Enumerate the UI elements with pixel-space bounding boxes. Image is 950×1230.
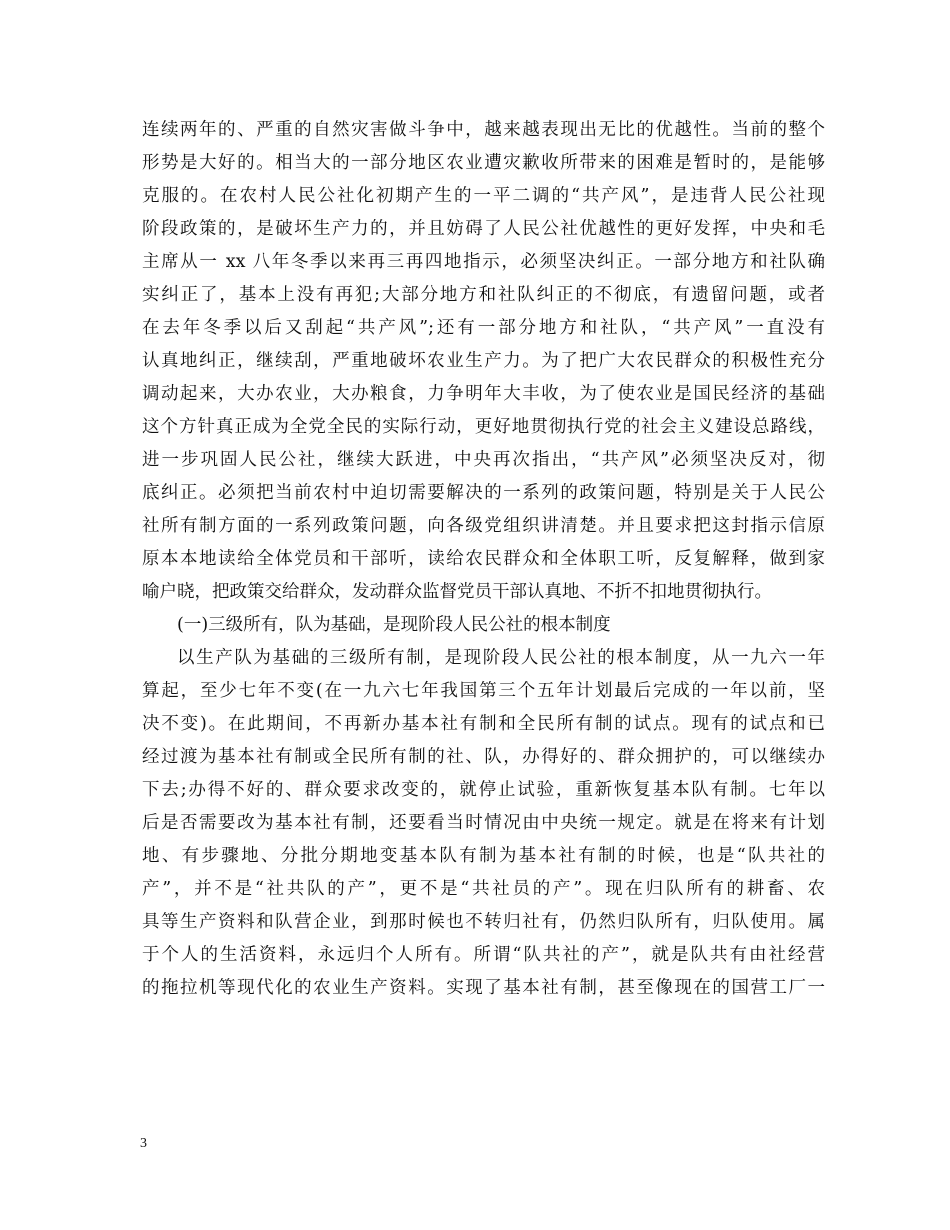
text-line: 算起，至少七年不变(在一九六七年我国第三个五年计划最后完成的一年以前，坚 xyxy=(142,681,825,701)
text-line: 决不变)。在此期间，不再新办基本社有制和全民所有制的试点。现有的试点和已 xyxy=(142,714,825,734)
text-line: 后是否需要改为基本社有制，还要看当时情况由中央统一规定。就是在将来有计划 xyxy=(142,813,825,833)
text-line: 产”，并不是“社共队的产”，更不是“共社员的产”。现在归队所有的耕畜、农 xyxy=(142,879,825,899)
text-line: 调动起来，大办农业，大办粮食，力争明年大丰收，为了使农业是国民经济的基础 xyxy=(142,384,825,404)
document-body xyxy=(142,114,825,1005)
text-line: 连续两年的、严重的自然灾害做斗争中，越来越表现出无比的优越性。当前的整个 xyxy=(142,120,825,140)
text-line: 具等生产资料和队营企业，到那时候也不转归社有，仍然归队所有，归队使用。属 xyxy=(142,912,825,932)
text-line: 经过渡为基本社有制或全民所有制的社、队，办得好的、群众拥护的，可以继续办 xyxy=(142,747,825,767)
text-line: 地、有步骤地、分批分期地变基本队有制为基本社有制的时候，也是“队共社的 xyxy=(142,846,825,866)
text-line: 于个人的生活资料，永远归个人所有。所谓“队共社的产”，就是队共有由社经营 xyxy=(142,945,825,965)
page-number: 3 xyxy=(140,1136,147,1151)
text-line: 克服的。在农村人民公社化初期产生的一平二调的“共产风”，是违背人民公社现 xyxy=(142,186,825,206)
text-line: 主席从一 xx 八年冬季以来再三再四地指示，必须坚决纠正。一部分地方和社队确 xyxy=(142,252,825,272)
text-line: 进一步巩固人民公社，继续大跃进，中央再次指出，“共产风”必须坚决反对，彻 xyxy=(142,450,825,470)
text-line: 实纠正了，基本上没有再犯;大部分地方和社队纠正的不彻底，有遗留问题，或者 xyxy=(142,285,825,305)
text-line: 认真地纠正，继续刮，严重地破坏农业生产力。为了把广大农民群众的积极性充分 xyxy=(142,351,825,371)
text-line: 以生产队为基础的三级所有制，是现阶段人民公社的根本制度，从一九六一年 xyxy=(177,648,825,668)
text-line: 下去;办得不好的、群众要求改变的，就停止试验，重新恢复基本队有制。七年以 xyxy=(142,780,825,800)
text-line: 阶段政策的，是破坏生产力的，并且妨碍了人民公社优越性的更好发挥，中央和毛 xyxy=(142,219,825,239)
text-line: 在去年冬季以后又刮起“共产风”;还有一部分地方和社队，“共产风”一直没有 xyxy=(142,318,825,338)
text-line: 这个方针真正成为全党全民的实际行动，更好地贯彻执行党的社会主义建设总路线， xyxy=(142,417,825,437)
text-line: 社所有制方面的一系列政策问题，向各级党组织讲清楚。并且要求把这封指示信原 xyxy=(142,516,825,536)
text-line: 喻户晓，把政策交给群众，发动群众监督党员干部认真地、不折不扣地贯彻执行。 xyxy=(142,582,772,602)
text-line: 原本本地读给全体党员和干部听，读给农民群众和全体职工听，反复解释，做到家 xyxy=(142,549,825,569)
text-line: 底纠正。必须把当前农村中迫切需要解决的一系列的政策问题，特别是关于人民公 xyxy=(142,483,825,503)
text-line: 形势是大好的。相当大的一部分地区农业遭灾歉收所带来的困难是暂时的，是能够 xyxy=(142,153,825,173)
section-heading: (一)三级所有，队为基础，是现阶段人民公社的根本制度 xyxy=(177,615,611,635)
text-line: 的拖拉机等现代化的农业生产资料。实现了基本社有制，甚至像现在的国营工厂一 xyxy=(142,978,825,998)
